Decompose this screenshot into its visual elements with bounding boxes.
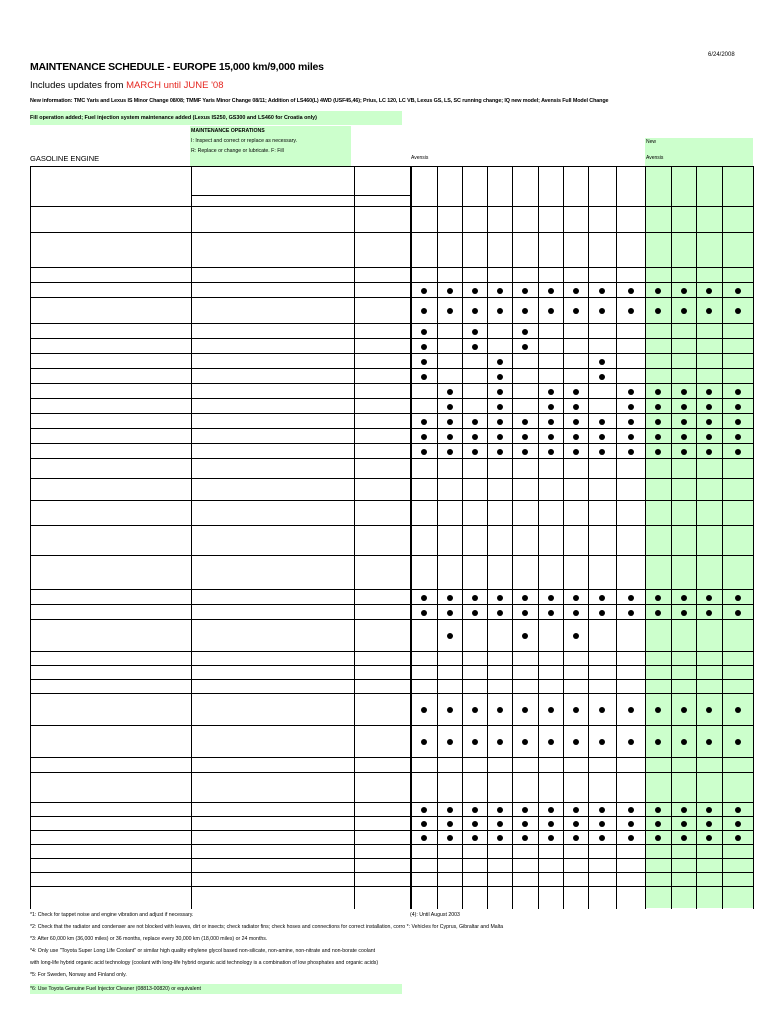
row-3-dot-0 (421, 329, 427, 335)
row-29-dot-5 (548, 835, 554, 841)
footnote-3: *3: After 60,000 km (36,000 miles) or 36 months, replace every 30,000 km (18,000 miles) or 24 months. (30, 936, 268, 942)
row-line-19 (30, 619, 753, 620)
row-line-16 (30, 555, 753, 556)
row-23-dot-7 (599, 707, 605, 713)
row-line-3 (30, 323, 753, 324)
avensis-new-label: Avensis (646, 155, 664, 161)
footnote-1: *1: Check for tappet noise and engine vibration and adjust if necessary. (30, 912, 194, 918)
row-6-dot-7 (599, 374, 605, 380)
row-28-dot-1 (447, 821, 453, 827)
row-1-dot-3 (497, 288, 503, 294)
row-18-dot-4 (522, 610, 528, 616)
row-28-dot-6 (573, 821, 579, 827)
row-18-dot-7 (599, 610, 605, 616)
footnote-4b: with long-life hybrid organic acid technology (coolant with long-life hybrid organic acid technology is a combination of low phosphates and organic acids) (30, 960, 379, 966)
row-10-dot-2 (472, 434, 478, 440)
row-28-dot-5 (548, 821, 554, 827)
row-23-dot-8 (628, 707, 634, 713)
model-vline-13 (753, 166, 754, 909)
row-27-dot-5 (548, 807, 554, 813)
maintenance-table (30, 166, 753, 909)
row-5-dot-0 (421, 359, 427, 365)
row-24-dot-2 (472, 739, 478, 745)
footnote-5: *5: For Sweden, Norway and Finland only. (30, 972, 127, 978)
row-9-dot-7 (599, 419, 605, 425)
row-17-dot-10 (681, 595, 687, 601)
model-vline-4 (512, 166, 513, 909)
row-24-dot-5 (548, 739, 554, 745)
footnote-2: *2: Check that the radiator and condenser are not blocked with leaves, dirt or insects; check radiator fins; check hoses and connections for correct installation, corro *: Vehicles for Cyprus, Gibraltar and Malta (30, 924, 504, 930)
row-line-32 (30, 872, 753, 873)
row-11-dot-6 (573, 449, 579, 455)
row-24-dot-4 (522, 739, 528, 745)
row-18-dot-10 (681, 610, 687, 616)
row-27-dot-3 (497, 807, 503, 813)
model-vline-11 (696, 166, 697, 909)
row-6-dot-0 (421, 374, 427, 380)
row-24-dot-6 (573, 739, 579, 745)
row-10-dot-11 (706, 434, 712, 440)
row-28-dot-10 (681, 821, 687, 827)
row-29-dot-2 (472, 835, 478, 841)
updates-prefix: Includes updates from (30, 80, 127, 91)
row-line-12 (30, 458, 753, 459)
row-28-dot-8 (628, 821, 634, 827)
row-4-dot-4 (522, 344, 528, 350)
row-line-1 (30, 282, 753, 283)
model-vline-10 (671, 166, 672, 909)
row-19-dot-6 (573, 633, 579, 639)
row-18-dot-11 (706, 610, 712, 616)
row-17-dot-7 (599, 595, 605, 601)
row-1-dot-8 (628, 288, 634, 294)
row-28-dot-12 (735, 821, 741, 827)
table-bottom-line (30, 886, 753, 887)
row-29-dot-0 (421, 835, 427, 841)
row-11-dot-11 (706, 449, 712, 455)
row-3-dot-2 (472, 329, 478, 335)
row-1-dot-9 (655, 288, 661, 294)
maintenance-operations-legend (190, 126, 351, 167)
row-10-dot-6 (573, 434, 579, 440)
row-11-dot-0 (421, 449, 427, 455)
row-27-dot-7 (599, 807, 605, 813)
row-10-dot-7 (599, 434, 605, 440)
row-24-dot-8 (628, 739, 634, 745)
row-19-dot-4 (522, 633, 528, 639)
row-line-8 (30, 398, 753, 399)
row-17-dot-3 (497, 595, 503, 601)
row-9-dot-2 (472, 419, 478, 425)
row-28-dot-11 (706, 821, 712, 827)
model-vline-12 (722, 166, 723, 909)
row-18-dot-2 (472, 610, 478, 616)
footnote-6: *6: Use Toyota Genuine Fuel Injector Cleaner (08813-00820) or equivalent (30, 984, 402, 994)
page-title: MAINTENANCE SCHEDULE - EUROPE 15,000 km/9,000 miles (30, 61, 324, 73)
row-2-dot-7 (599, 308, 605, 314)
row-5-dot-7 (599, 359, 605, 365)
row-line-29 (30, 830, 753, 831)
row-7-dot-11 (706, 389, 712, 395)
row-4-dot-0 (421, 344, 427, 350)
row-9-dot-8 (628, 419, 634, 425)
row-24-dot-11 (706, 739, 712, 745)
row-11-dot-8 (628, 449, 634, 455)
row-17-dot-2 (472, 595, 478, 601)
model-vline-8 (616, 166, 617, 909)
row-29-dot-12 (735, 835, 741, 841)
row-line-10 (30, 428, 753, 429)
row-3-dot-4 (522, 329, 528, 335)
row-line-7 (30, 383, 753, 384)
row-19-dot-1 (447, 633, 453, 639)
row-29-dot-9 (655, 835, 661, 841)
row-27-dot-1 (447, 807, 453, 813)
row-line-26 (30, 772, 753, 773)
row-2-dot-3 (497, 308, 503, 314)
vline-1 (191, 166, 192, 909)
row-line-22 (30, 679, 753, 680)
row-23-dot-9 (655, 707, 661, 713)
model-vline-1 (437, 166, 438, 909)
row-27-dot-8 (628, 807, 634, 813)
fill-added-note: Fill operation added; Fuel injection system maintenance added (Lexus IS250, GS300 and LS460 for Croatia only) (30, 111, 402, 125)
header-split-line (191, 195, 411, 196)
row-10-dot-5 (548, 434, 554, 440)
row-23-dot-10 (681, 707, 687, 713)
row-23-dot-12 (735, 707, 741, 713)
row-line-13 (30, 478, 753, 479)
row-29-dot-7 (599, 835, 605, 841)
row-line-23 (30, 693, 753, 694)
row-line-30 (30, 844, 753, 845)
row-1-dot-2 (472, 288, 478, 294)
row-9-dot-10 (681, 419, 687, 425)
row-line-21 (30, 665, 753, 666)
row-line-31 (30, 858, 753, 859)
row-24-dot-10 (681, 739, 687, 745)
row-9-dot-1 (447, 419, 453, 425)
row-8-dot-10 (681, 404, 687, 410)
row-24-dot-9 (655, 739, 661, 745)
row-29-dot-10 (681, 835, 687, 841)
row-23-dot-2 (472, 707, 478, 713)
row-18-dot-12 (735, 610, 741, 616)
ops-title: MAINTENANCE OPERATIONS (191, 128, 265, 134)
model-vline-0 (411, 166, 412, 909)
ops-replace: R: Replace or change or lubricate. F: Fill (191, 148, 284, 154)
row-1-dot-4 (522, 288, 528, 294)
row-2-dot-2 (472, 308, 478, 314)
row-27-dot-12 (735, 807, 741, 813)
row-5-dot-3 (497, 359, 503, 365)
row-line-0 (30, 267, 753, 268)
row-27-dot-0 (421, 807, 427, 813)
row-7-dot-10 (681, 389, 687, 395)
row-1-dot-0 (421, 288, 427, 294)
row-7-dot-8 (628, 389, 634, 395)
row-29-dot-8 (628, 835, 634, 841)
footnote-4: *4: Only use "Toyota Super Long Life Coolant" or similar high quality ethylene glycol based non-silicate, non-amine, non-nitrate and non-borate coolant (30, 948, 376, 954)
row-24-dot-12 (735, 739, 741, 745)
row-17-dot-4 (522, 595, 528, 601)
row-1-dot-7 (599, 288, 605, 294)
row-28-dot-0 (421, 821, 427, 827)
updates-line (30, 80, 223, 91)
row-17-dot-1 (447, 595, 453, 601)
row-line-17 (30, 589, 753, 590)
row-29-dot-4 (522, 835, 528, 841)
row-7-dot-9 (655, 389, 661, 395)
row-17-dot-8 (628, 595, 634, 601)
row-23-dot-11 (706, 707, 712, 713)
row-29-dot-3 (497, 835, 503, 841)
row-2-dot-12 (735, 308, 741, 314)
row-29-dot-11 (706, 835, 712, 841)
row-24-dot-3 (497, 739, 503, 745)
row-27-dot-2 (472, 807, 478, 813)
model-vline-5 (538, 166, 539, 909)
row-9-dot-0 (421, 419, 427, 425)
row-17-dot-0 (421, 595, 427, 601)
updates-period: MARCH until JUNE '08 (126, 80, 224, 91)
row-27-dot-10 (681, 807, 687, 813)
row-9-dot-4 (522, 419, 528, 425)
model-vline-3 (487, 166, 488, 909)
row-24-dot-0 (421, 739, 427, 745)
row-2-dot-9 (655, 308, 661, 314)
row-7-dot-3 (497, 389, 503, 395)
row-line-6 (30, 368, 753, 369)
row-line-15 (30, 525, 753, 526)
row-7-dot-6 (573, 389, 579, 395)
model-vline-2 (462, 166, 463, 909)
row-8-dot-12 (735, 404, 741, 410)
row-18-dot-3 (497, 610, 503, 616)
row-line-25 (30, 757, 753, 758)
row-2-dot-1 (447, 308, 453, 314)
row-8-dot-3 (497, 404, 503, 410)
row-23-dot-4 (522, 707, 528, 713)
row-17-dot-5 (548, 595, 554, 601)
row-2-dot-5 (548, 308, 554, 314)
row-9-dot-12 (735, 419, 741, 425)
row-6-dot-3 (497, 374, 503, 380)
new-information: New information: TMC Yaris and Lexus IS Minor Change 08/08; TMMF Yaris Minor Change 08/11; Addition of LS460(L) 4WD (USF45,46); Prius, LC 120, LC VB, Lexus GS, LS, SC running change; IQ new model; Avensis Full Model Change (30, 98, 609, 104)
row-2-dot-6 (573, 308, 579, 314)
print-date: 6/24/2008 (708, 52, 735, 58)
row-8-dot-6 (573, 404, 579, 410)
row-2-dot-11 (706, 308, 712, 314)
row-23-dot-3 (497, 707, 503, 713)
row-line-4 (30, 338, 753, 339)
vline-0 (30, 166, 31, 909)
vline-2 (354, 166, 355, 909)
row-9-dot-11 (706, 419, 712, 425)
row-line-20 (30, 651, 753, 652)
row-4-dot-2 (472, 344, 478, 350)
row-17-dot-9 (655, 595, 661, 601)
row-9-dot-6 (573, 419, 579, 425)
row-line-24 (30, 725, 753, 726)
row-line-11 (30, 443, 753, 444)
row-27-dot-6 (573, 807, 579, 813)
row-2-dot-4 (522, 308, 528, 314)
row-2-dot-8 (628, 308, 634, 314)
row-8-dot-9 (655, 404, 661, 410)
row-8-dot-1 (447, 404, 453, 410)
row-11-dot-9 (655, 449, 661, 455)
row-1-dot-1 (447, 288, 453, 294)
row-11-dot-5 (548, 449, 554, 455)
row-line-27 (30, 802, 753, 803)
row-7-dot-5 (548, 389, 554, 395)
footnote-until: (4): Until August 2003 (410, 912, 460, 918)
row-17-dot-6 (573, 595, 579, 601)
ops-inspect: I: Inspect and correct or replace as necessary. (191, 138, 298, 144)
row-17-dot-11 (706, 595, 712, 601)
row-1-dot-12 (735, 288, 741, 294)
row-29-dot-1 (447, 835, 453, 841)
row-28-dot-3 (497, 821, 503, 827)
row-27-dot-11 (706, 807, 712, 813)
row-7-dot-12 (735, 389, 741, 395)
row-27-dot-4 (522, 807, 528, 813)
row-7-dot-1 (447, 389, 453, 395)
row-10-dot-10 (681, 434, 687, 440)
row-28-dot-9 (655, 821, 661, 827)
row-11-dot-1 (447, 449, 453, 455)
row-10-dot-1 (447, 434, 453, 440)
row-8-dot-8 (628, 404, 634, 410)
row-27-dot-9 (655, 807, 661, 813)
row-1-dot-6 (573, 288, 579, 294)
row-11-dot-10 (681, 449, 687, 455)
row-18-dot-8 (628, 610, 634, 616)
row-line-28 (30, 816, 753, 817)
row-29-dot-6 (573, 835, 579, 841)
row-1-dot-10 (681, 288, 687, 294)
row-28-dot-7 (599, 821, 605, 827)
gasoline-engine-label: GASOLINE ENGINE (30, 154, 100, 163)
row-9-dot-9 (655, 419, 661, 425)
row-18-dot-9 (655, 610, 661, 616)
row-11-dot-4 (522, 449, 528, 455)
row-18-dot-6 (573, 610, 579, 616)
row-line-2 (30, 297, 753, 298)
model-vline-9 (645, 166, 646, 909)
row-line-18 (30, 604, 753, 605)
row-23-dot-5 (548, 707, 554, 713)
row-10-dot-8 (628, 434, 634, 440)
row-24-dot-1 (447, 739, 453, 745)
row-11-dot-3 (497, 449, 503, 455)
row-2-dot-0 (421, 308, 427, 314)
row-line-5 (30, 353, 753, 354)
row-10-dot-3 (497, 434, 503, 440)
row-11-dot-7 (599, 449, 605, 455)
row-18-dot-5 (548, 610, 554, 616)
row-10-dot-4 (522, 434, 528, 440)
row-8-dot-11 (706, 404, 712, 410)
row-18-dot-1 (447, 610, 453, 616)
new-label: New (646, 139, 657, 145)
row-18-dot-0 (421, 610, 427, 616)
row-23-dot-0 (421, 707, 427, 713)
row-10-dot-0 (421, 434, 427, 440)
row-2-dot-10 (681, 308, 687, 314)
row-1-dot-11 (706, 288, 712, 294)
row-9-dot-5 (548, 419, 554, 425)
row-28-dot-2 (472, 821, 478, 827)
row-8-dot-5 (548, 404, 554, 410)
row-24-dot-7 (599, 739, 605, 745)
row-17-dot-12 (735, 595, 741, 601)
row-9-dot-3 (497, 419, 503, 425)
model-vline-6 (563, 166, 564, 909)
avensis-label: Avensis (411, 155, 429, 161)
row-23-dot-6 (573, 707, 579, 713)
row-11-dot-2 (472, 449, 478, 455)
row-1-dot-5 (548, 288, 554, 294)
row-10-dot-12 (735, 434, 741, 440)
row-11-dot-12 (735, 449, 741, 455)
row-line-9 (30, 413, 753, 414)
row-28-dot-4 (522, 821, 528, 827)
row-23-dot-1 (447, 707, 453, 713)
row-line-14 (30, 500, 753, 501)
model-vline-7 (588, 166, 589, 909)
row-10-dot-9 (655, 434, 661, 440)
